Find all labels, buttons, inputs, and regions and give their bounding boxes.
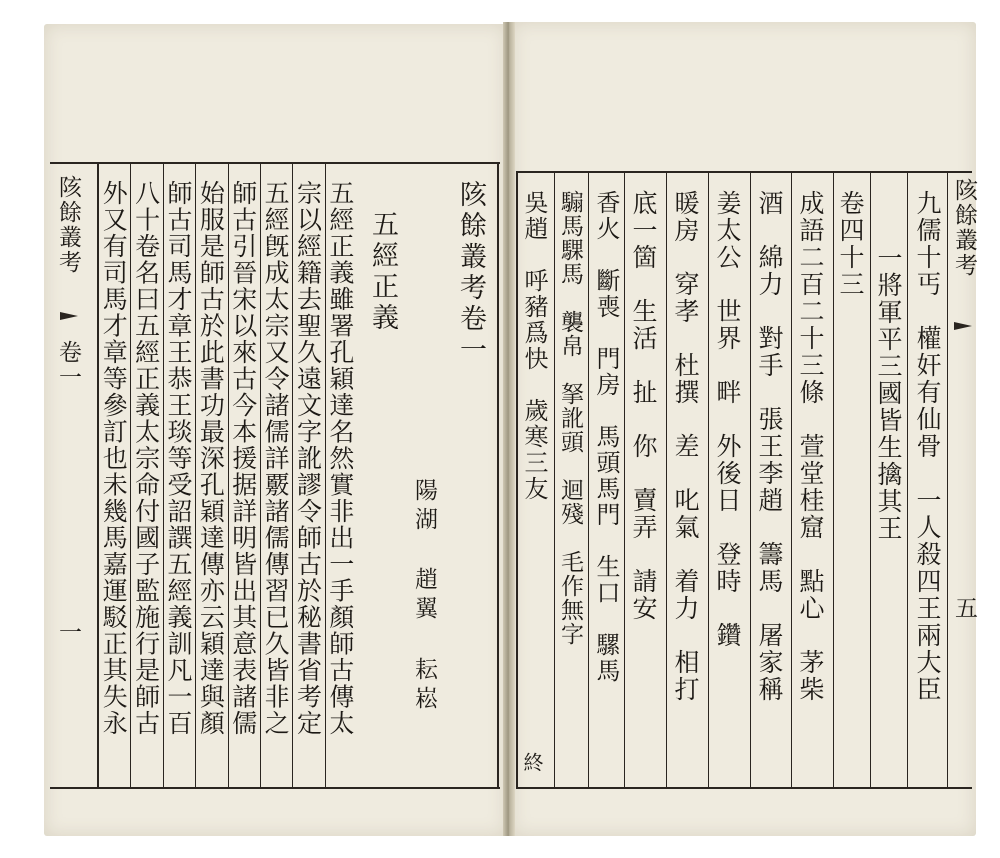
right-top-rule [516,171,972,173]
text-column: 酒 綿力 對手 張王李趙 籌馬 屠家稱 [755,190,784,703]
left-margin-title: 陔餘叢考 [55,175,81,275]
text-column: 師古司馬才章王恭王琰等受詔譔五經義訓凡一百 [163,180,193,737]
column-divider [708,173,709,787]
text-column: 暖房 穿孝 杜撰 差 叱氣 着力 相打 [671,190,700,703]
text-column: 外又有司馬才章等參訂也未幾馬嘉運駁正其失永 [99,180,129,737]
left-bottom-rule [50,787,500,789]
text-column: 八十卷名曰五經正義太宗命付國子監施行是師古 [131,180,161,737]
text-column: 香火 斷喪 門房 馬頭馬門 生口 騾馬 [592,190,620,684]
text-column: 九儒十丐 權奸有仙骨 一人殺四王兩大臣 [913,190,942,703]
book-gutter [503,22,515,836]
right-inner-rule [516,171,518,787]
column-divider [554,173,555,787]
author-style: 耘崧 [411,657,437,715]
right-bottom-rule [516,787,972,789]
text-column: 五經正義雖署孔穎達名然實非出一手顏師古傳太 [325,180,355,737]
text-column: 宗以經籍去聖久遠文字訛謬令師古於秘書省考定 [293,180,323,737]
text-column: 騸馬騍馬 襲帛 拏訛頭 迴殘 毛作無字 [557,190,583,646]
column-divider [750,173,751,787]
column-divider [907,173,908,787]
text-column: 姜太公 世界 畔 外後日 登時 鑽 [713,190,742,649]
end-mark: 終 [520,752,544,776]
section-heading: 五經正義 [367,210,398,334]
left-top-rule [50,162,500,164]
text-column: 成語二百二十三條 萱堂桂窟 點心 茅柴 [796,190,825,703]
column-divider [791,173,792,787]
author-place: 陽湖 [411,478,437,536]
left-inner-rule [497,162,499,787]
right-margin-rule [947,171,948,787]
column-divider [624,173,625,787]
text-column: 五經旣成太宗又令諸儒詳覈諸儒傳習已久皆非之 [261,180,291,737]
book-title: 陔餘叢考卷一 [455,180,486,366]
text-column: 吳趙 呼豬爲快 歲寒三友 [520,190,548,502]
column-divider [870,173,871,787]
left-margin-volume: 卷一 [55,340,81,390]
right-margin-title: 陔餘叢考 [951,178,977,278]
column-divider [833,173,834,787]
text-column: 師古引晉宋以來古今本援据詳明皆出其意表諸儒 [228,180,258,737]
text-column: 底一箇 生活 扯 你 賣弄 請安 [629,190,658,622]
text-column: 一將軍平三國皆生擒其王 [874,245,903,542]
right-margin-page: 五 [951,596,977,621]
author-name: 趙翼 [411,567,437,625]
left-margin-page: 一 [55,620,81,645]
column-divider [588,173,589,787]
column-divider [666,173,667,787]
text-column: 始服是師古於此書功最深孔穎達傳亦云穎達與顏 [196,180,226,737]
volume-heading: 卷四十三 [836,190,865,298]
